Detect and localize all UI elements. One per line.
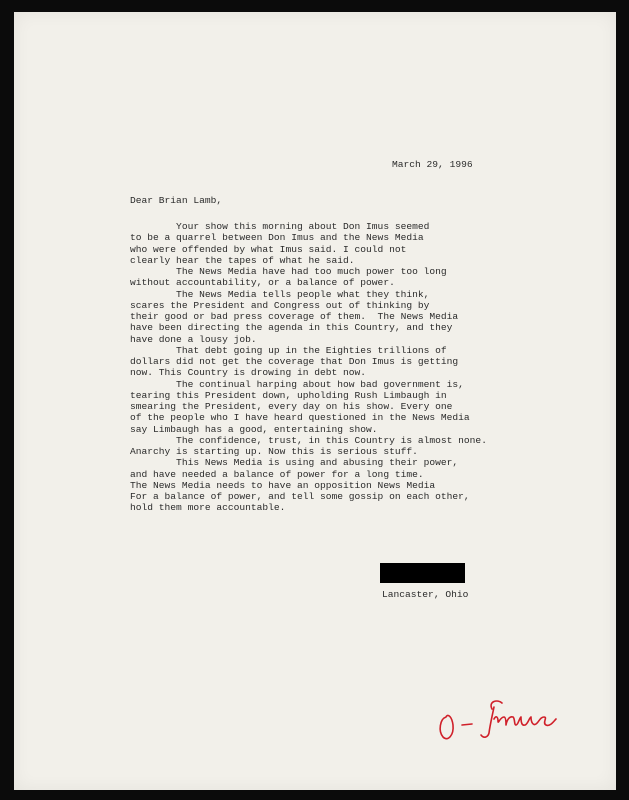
letter-line: Anarchy is starting up. Now this is serious stuff. xyxy=(130,446,418,457)
letter-line: The News Media have had too much power too long xyxy=(130,266,447,277)
letter-line: For a balance of power, and tell some gossip on each other, xyxy=(130,491,470,502)
letter-line: scares the President and Congress out of thinking by xyxy=(130,299,430,311)
handwritten-annotation xyxy=(434,695,574,743)
letter-line: The confidence, trust, in this Country is almost none. xyxy=(130,434,487,446)
letter-salutation: Dear Brian Lamb, xyxy=(130,195,223,206)
letter-line: The continual harping about how bad government is, xyxy=(130,378,464,390)
letter-line: say Limbaugh has a good, entertaining show. xyxy=(130,423,378,435)
letter-line: to be a quarrel between Don Imus and the News Media xyxy=(130,232,424,244)
letter-line: have been directing the agenda in this Country, and they xyxy=(130,322,453,334)
letter-line: That debt going up in the Eighties trillions of xyxy=(130,344,447,356)
letter-line: dollars did not get the coverage that Don Imus is getting xyxy=(130,356,459,367)
letter-page xyxy=(14,12,616,790)
letter-line: Your show this morning about Don Imus seemed xyxy=(130,221,430,232)
letter-line: without accountability, or a balance of power. xyxy=(130,277,395,289)
annotation-letter-i xyxy=(481,701,502,737)
letter-line: now. This Country is drowing in debt now. xyxy=(130,367,367,379)
letter-line: smearing the President, every day on his show. Every one xyxy=(130,401,453,412)
annotation-dash xyxy=(462,724,472,725)
letter-line: tearing this President down, upholding Rush Limbaugh in xyxy=(130,389,447,401)
letter-body xyxy=(130,221,487,514)
annotation-mus xyxy=(494,717,556,726)
redacted-signature xyxy=(380,563,465,583)
letter-line: have done a lousy job. xyxy=(130,333,257,345)
letter-line: hold them more accountable. xyxy=(130,502,286,514)
sender-location: Lancaster, Ohio xyxy=(382,589,469,600)
letter-line: The News Media needs to have an opposition News Media xyxy=(130,479,436,491)
annotation-letter-o xyxy=(440,715,453,738)
letter-line: their good or bad press coverage of them. The News Media xyxy=(130,311,459,322)
letter-line: and have needed a balance of power for a long time. xyxy=(130,468,424,480)
letter-line: of the people who I have heard questioned in the News Media xyxy=(130,412,470,424)
letter-line: The News Media tells people what they think, xyxy=(130,288,430,300)
letter-line: who were offended by what Imus said. I could not xyxy=(130,243,407,255)
letter-line: clearly hear the tapes of what he said. xyxy=(130,254,355,266)
letter-date: March 29, 1996 xyxy=(392,159,473,170)
letter-line: This News Media is using and abusing their power, xyxy=(130,457,459,469)
